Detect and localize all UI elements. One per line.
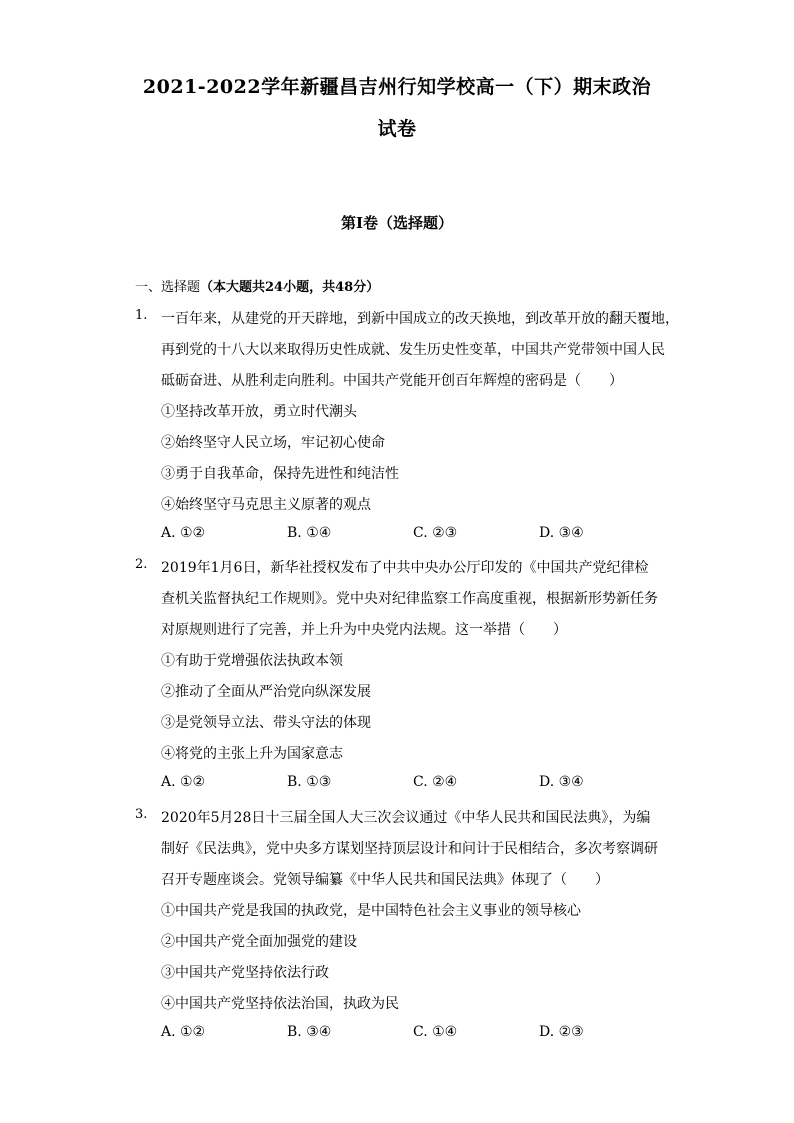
- option-d[interactable]: D. ②③: [539, 1024, 584, 1040]
- answer-options: [161, 774, 641, 794]
- statement-4: ④中国共产党坚持依法治国，执政为民: [161, 996, 399, 1012]
- option-a[interactable]: A. ①②: [161, 774, 206, 790]
- section-note: （本大题共24小题，共48分）: [200, 280, 380, 295]
- statement-3: ③是党领导立法、带头守法的体现: [161, 715, 371, 731]
- option-d[interactable]: D. ③④: [539, 774, 584, 790]
- option-a[interactable]: A. ①②: [161, 525, 206, 541]
- question-stem-line: 一百年来，从建党的开天辟地，到新中国成立的改天换地，到改革开放的翻天覆地，: [161, 311, 679, 327]
- option-c[interactable]: C. ②③: [413, 525, 458, 541]
- option-b[interactable]: B. ③④: [287, 1024, 332, 1040]
- volume-heading: 第Ⅰ卷（选择题）: [340, 214, 454, 232]
- question-number: 3.: [135, 807, 148, 822]
- statement-1: ①坚持改革开放，勇立时代潮头: [161, 404, 357, 420]
- question-stem-line: 查机关监督执纪工作规则》。党中央对纪律监察工作高度重视，根据新形势新任务: [161, 591, 658, 607]
- question-stem-line: 2019年1月6日，新华社授权发布了中共中央办公厅印发的《中国共产党纪律检: [161, 560, 649, 576]
- section-heading: [135, 276, 379, 295]
- question-number: 1.: [135, 308, 148, 323]
- statement-2: ②推动了全面从严治党向纵深发展: [161, 684, 371, 700]
- question-stem-line: 砥砺奋进、从胜利走向胜利。中国共产党能开创百年辉煌的密码是（ ）: [161, 373, 623, 389]
- question-stem-line: 对原规则进行了完善，并上升为中央党内法规。这一举措（ ）: [161, 622, 567, 638]
- statement-4: ④始终坚守马克思主义原著的观点: [161, 497, 371, 513]
- exam-title-line-1: 2021-2022学年新疆昌吉州行知学校高一（下）期末政治: [142, 76, 652, 98]
- option-a[interactable]: A. ①②: [161, 1024, 206, 1040]
- question-stem-line: 2020年5月28日十三届全国人大三次会议通过《中华人民共和国民法典》，为编: [161, 810, 651, 826]
- statement-1: ①中国共产党是我国的执政党，是中国特色社会主义事业的领导核心: [161, 903, 581, 919]
- question-number: 2.: [135, 557, 148, 572]
- option-b[interactable]: B. ①④: [287, 525, 332, 541]
- answer-options: [161, 1024, 641, 1044]
- question-stem-line: 再到党的十八大以来取得历史性成就、发生历史性变革，中国共产党带领中国人民: [161, 342, 665, 358]
- statement-2: ②始终坚守人民立场，牢记初心使命: [161, 435, 385, 451]
- statement-3: ③中国共产党坚持依法行政: [161, 965, 329, 981]
- option-d[interactable]: D. ③④: [539, 525, 584, 541]
- question-stem-line: 召开专题座谈会。党领导编纂《中华人民共和国民法典》体现了（ ）: [161, 872, 609, 888]
- option-c[interactable]: C. ①④: [413, 1024, 458, 1040]
- statement-2: ②中国共产党全面加强党的建设: [161, 934, 357, 950]
- exam-title-line-2: 试卷: [377, 118, 417, 140]
- answer-options: [161, 525, 641, 545]
- statement-1: ①有助于党增强依法执政本领: [161, 653, 343, 669]
- statement-4: ④将党的主张上升为国家意志: [161, 746, 343, 762]
- option-b[interactable]: B. ①③: [287, 774, 332, 790]
- option-c[interactable]: C. ②④: [413, 774, 458, 790]
- statement-3: ③勇于自我革命，保持先进性和纯洁性: [161, 466, 399, 482]
- question-stem-line: 制好《民法典》，党中央多方谋划坚持顶层设计和问计于民相结合，多次考察调研: [161, 841, 658, 857]
- section-label: 一、选择题: [135, 280, 201, 295]
